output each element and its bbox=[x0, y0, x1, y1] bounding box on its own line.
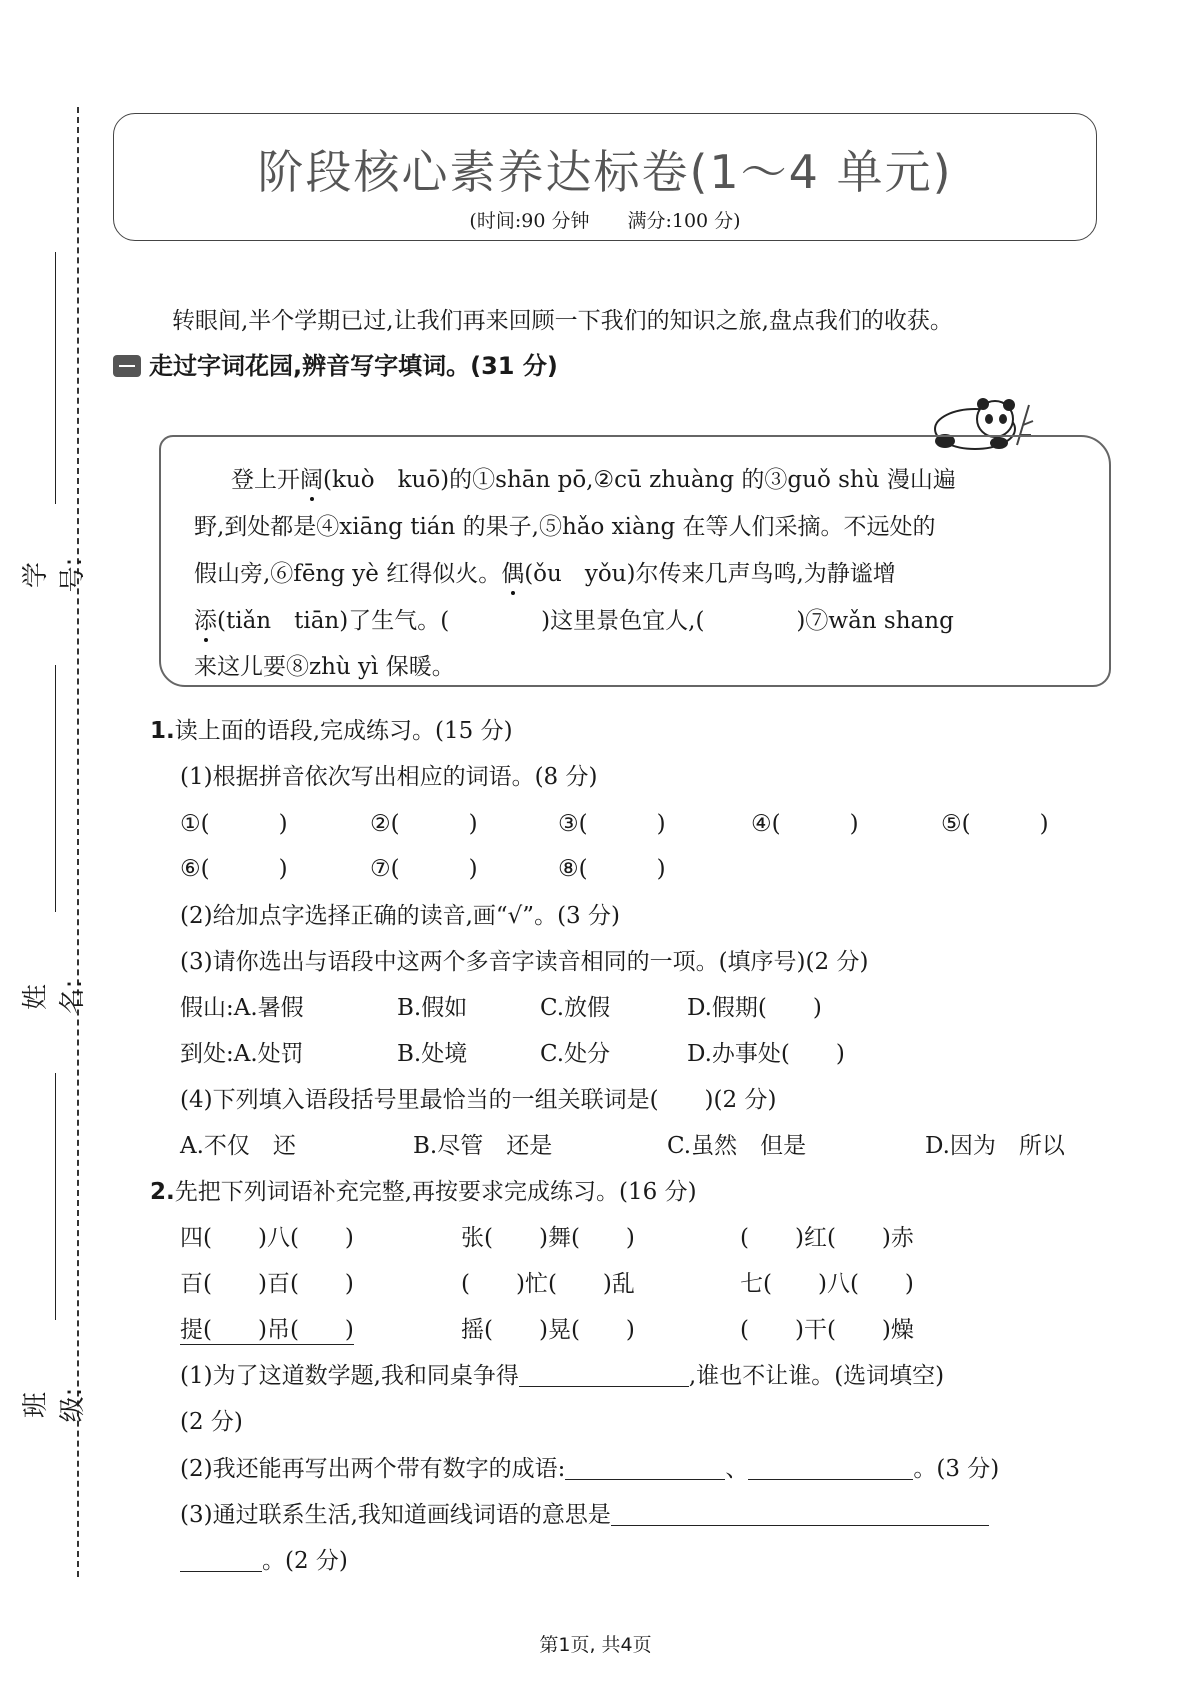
idiom-blank[interactable]: ( )红( )赤 bbox=[740, 1225, 914, 1251]
dotted-char: 添 bbox=[194, 608, 217, 634]
q2-sub3: (3)通过联系生活,我知道画线词语的意思是 bbox=[180, 1496, 989, 1529]
answer-blank[interactable]: ②( ) bbox=[370, 811, 478, 837]
passage-line: 假山旁,⑥fēng yè 红得似火。偶(ǒu yǒu)尔传来几声鸟鸣,为静谧增 bbox=[194, 561, 896, 587]
answer-blank[interactable]: ④( ) bbox=[751, 811, 859, 837]
option-a: A.不仅 还 bbox=[180, 1133, 296, 1159]
class-label: 班级: bbox=[21, 1387, 88, 1423]
q2-sub1-score: (2 分) bbox=[180, 1409, 243, 1435]
fill-blank[interactable] bbox=[565, 1458, 725, 1480]
name-label: 姓名: bbox=[21, 979, 88, 1015]
option-chu: B.处境 bbox=[397, 1041, 468, 1067]
student-number-label: 学号: bbox=[21, 557, 88, 593]
fill-blank[interactable] bbox=[180, 1550, 262, 1572]
option-jia: C.放假 bbox=[540, 995, 611, 1021]
idiom-blank[interactable]: 百( )百( ) bbox=[180, 1271, 354, 1297]
dotted-char: 偶 bbox=[501, 561, 525, 587]
idiom-blank[interactable]: ( )忙( )乱 bbox=[461, 1271, 635, 1297]
answer-blank[interactable]: ⑦( ) bbox=[370, 856, 478, 882]
option-chu-answer[interactable]: D.办事处( ) bbox=[687, 1041, 845, 1067]
name-line[interactable] bbox=[55, 665, 56, 912]
idiom-blank[interactable]: 四( )八( ) bbox=[180, 1225, 354, 1251]
section-number-icon bbox=[113, 355, 141, 377]
binding-dotted-line bbox=[77, 107, 79, 1577]
answer-blank[interactable]: ⑤( ) bbox=[941, 811, 1049, 837]
question-1-title: 1.读上面的语段,完成练习。(15 分) bbox=[150, 718, 513, 744]
passage-line: 登上开阔(kuò kuō)的①shān pō,②cū zhuàng 的③guǒ shù 漫山遍 bbox=[231, 467, 956, 493]
q2-sub2: (2)我还能再写出两个带有数字的成语: 、 。(3 分) bbox=[180, 1456, 1000, 1482]
passage-line: 来这儿要⑧zhù yì 保暖。 bbox=[194, 654, 455, 680]
q1-sub4[interactable]: (4)下列填入语段括号里最恰当的一组关联词是( )(2 分) bbox=[180, 1087, 777, 1113]
section-heading bbox=[113, 346, 558, 381]
class-line[interactable] bbox=[55, 1073, 56, 1320]
passage-line: 添(tiǎn tiān)了生气。( )这里景色宜人,( )⑦wǎn shang bbox=[194, 608, 954, 634]
option-jia: B.假如 bbox=[397, 995, 468, 1021]
answer-blank[interactable]: ①( ) bbox=[180, 811, 288, 837]
answer-blank[interactable]: ⑧( ) bbox=[558, 856, 666, 882]
q2-sub3-cont: 。(2 分) bbox=[180, 1542, 348, 1575]
idiom-blank[interactable]: ( )干( )燥 bbox=[740, 1317, 914, 1343]
q1-sub3: (3)请你选出与语段中这两个多音字读音相同的一项。(填序号)(2 分) bbox=[180, 949, 869, 975]
q1-sub1: (1)根据拼音依次写出相应的词语。(8 分) bbox=[180, 764, 598, 790]
fill-blank[interactable] bbox=[611, 1504, 989, 1526]
fill-blank[interactable] bbox=[748, 1458, 913, 1480]
option-jia: 假山:A.暑假 bbox=[180, 995, 304, 1021]
option-b: B.尽管 还是 bbox=[413, 1133, 553, 1159]
passage-line: 野,到处都是④xiāng tián 的果子,⑤hǎo xiàng 在等人们采摘。不远处的 bbox=[194, 514, 936, 540]
fill-blank[interactable] bbox=[519, 1365, 689, 1387]
reading-passage bbox=[159, 435, 1111, 687]
q2-sub1: (1)为了这道数学题,我和同桌争得 ,谁也不让谁。(选词填空) bbox=[180, 1363, 945, 1389]
answer-blank[interactable]: ③( ) bbox=[558, 811, 666, 837]
title-box bbox=[113, 113, 1097, 241]
option-chu: 到处:A.处罚 bbox=[180, 1041, 304, 1067]
question-2-title: 2.先把下列词语补充完整,再按要求完成练习。(16 分) bbox=[150, 1179, 697, 1205]
idiom-blank[interactable]: 张( )舞( ) bbox=[461, 1225, 635, 1251]
idiom-blank[interactable]: 摇( )晃( ) bbox=[461, 1317, 635, 1343]
option-chu: C.处分 bbox=[540, 1041, 611, 1067]
option-d: D.因为 所以 bbox=[925, 1133, 1065, 1159]
idiom-blank[interactable]: 七( )八( ) bbox=[740, 1271, 914, 1297]
exam-info: (时间:90 分钟 满分:100 分) bbox=[469, 210, 741, 232]
option-c: C.虽然 但是 bbox=[667, 1133, 807, 1159]
option-jia-answer[interactable]: D.假期( ) bbox=[687, 995, 822, 1021]
page-title: 阶段核心素养达标卷(1～4 单元) bbox=[257, 145, 953, 199]
page-number: 第1页, 共4页 bbox=[539, 1634, 652, 1656]
answer-blank[interactable]: ⑥( ) bbox=[180, 856, 288, 882]
dotted-char: 阔 bbox=[300, 467, 323, 493]
intro-text: 转眼间,半个学期已过,让我们再来回顾一下我们的知识之旅,盘点我们的收获。 bbox=[172, 308, 953, 334]
section-title: 走过字词花园,辨音写字填词。(31 分) bbox=[149, 352, 558, 380]
underlined-idiom-blank[interactable]: 提( )吊( ) bbox=[180, 1311, 354, 1345]
student-number-line[interactable] bbox=[55, 252, 56, 504]
q1-sub2: (2)给加点字选择正确的读音,画“√”。(3 分) bbox=[180, 903, 620, 929]
